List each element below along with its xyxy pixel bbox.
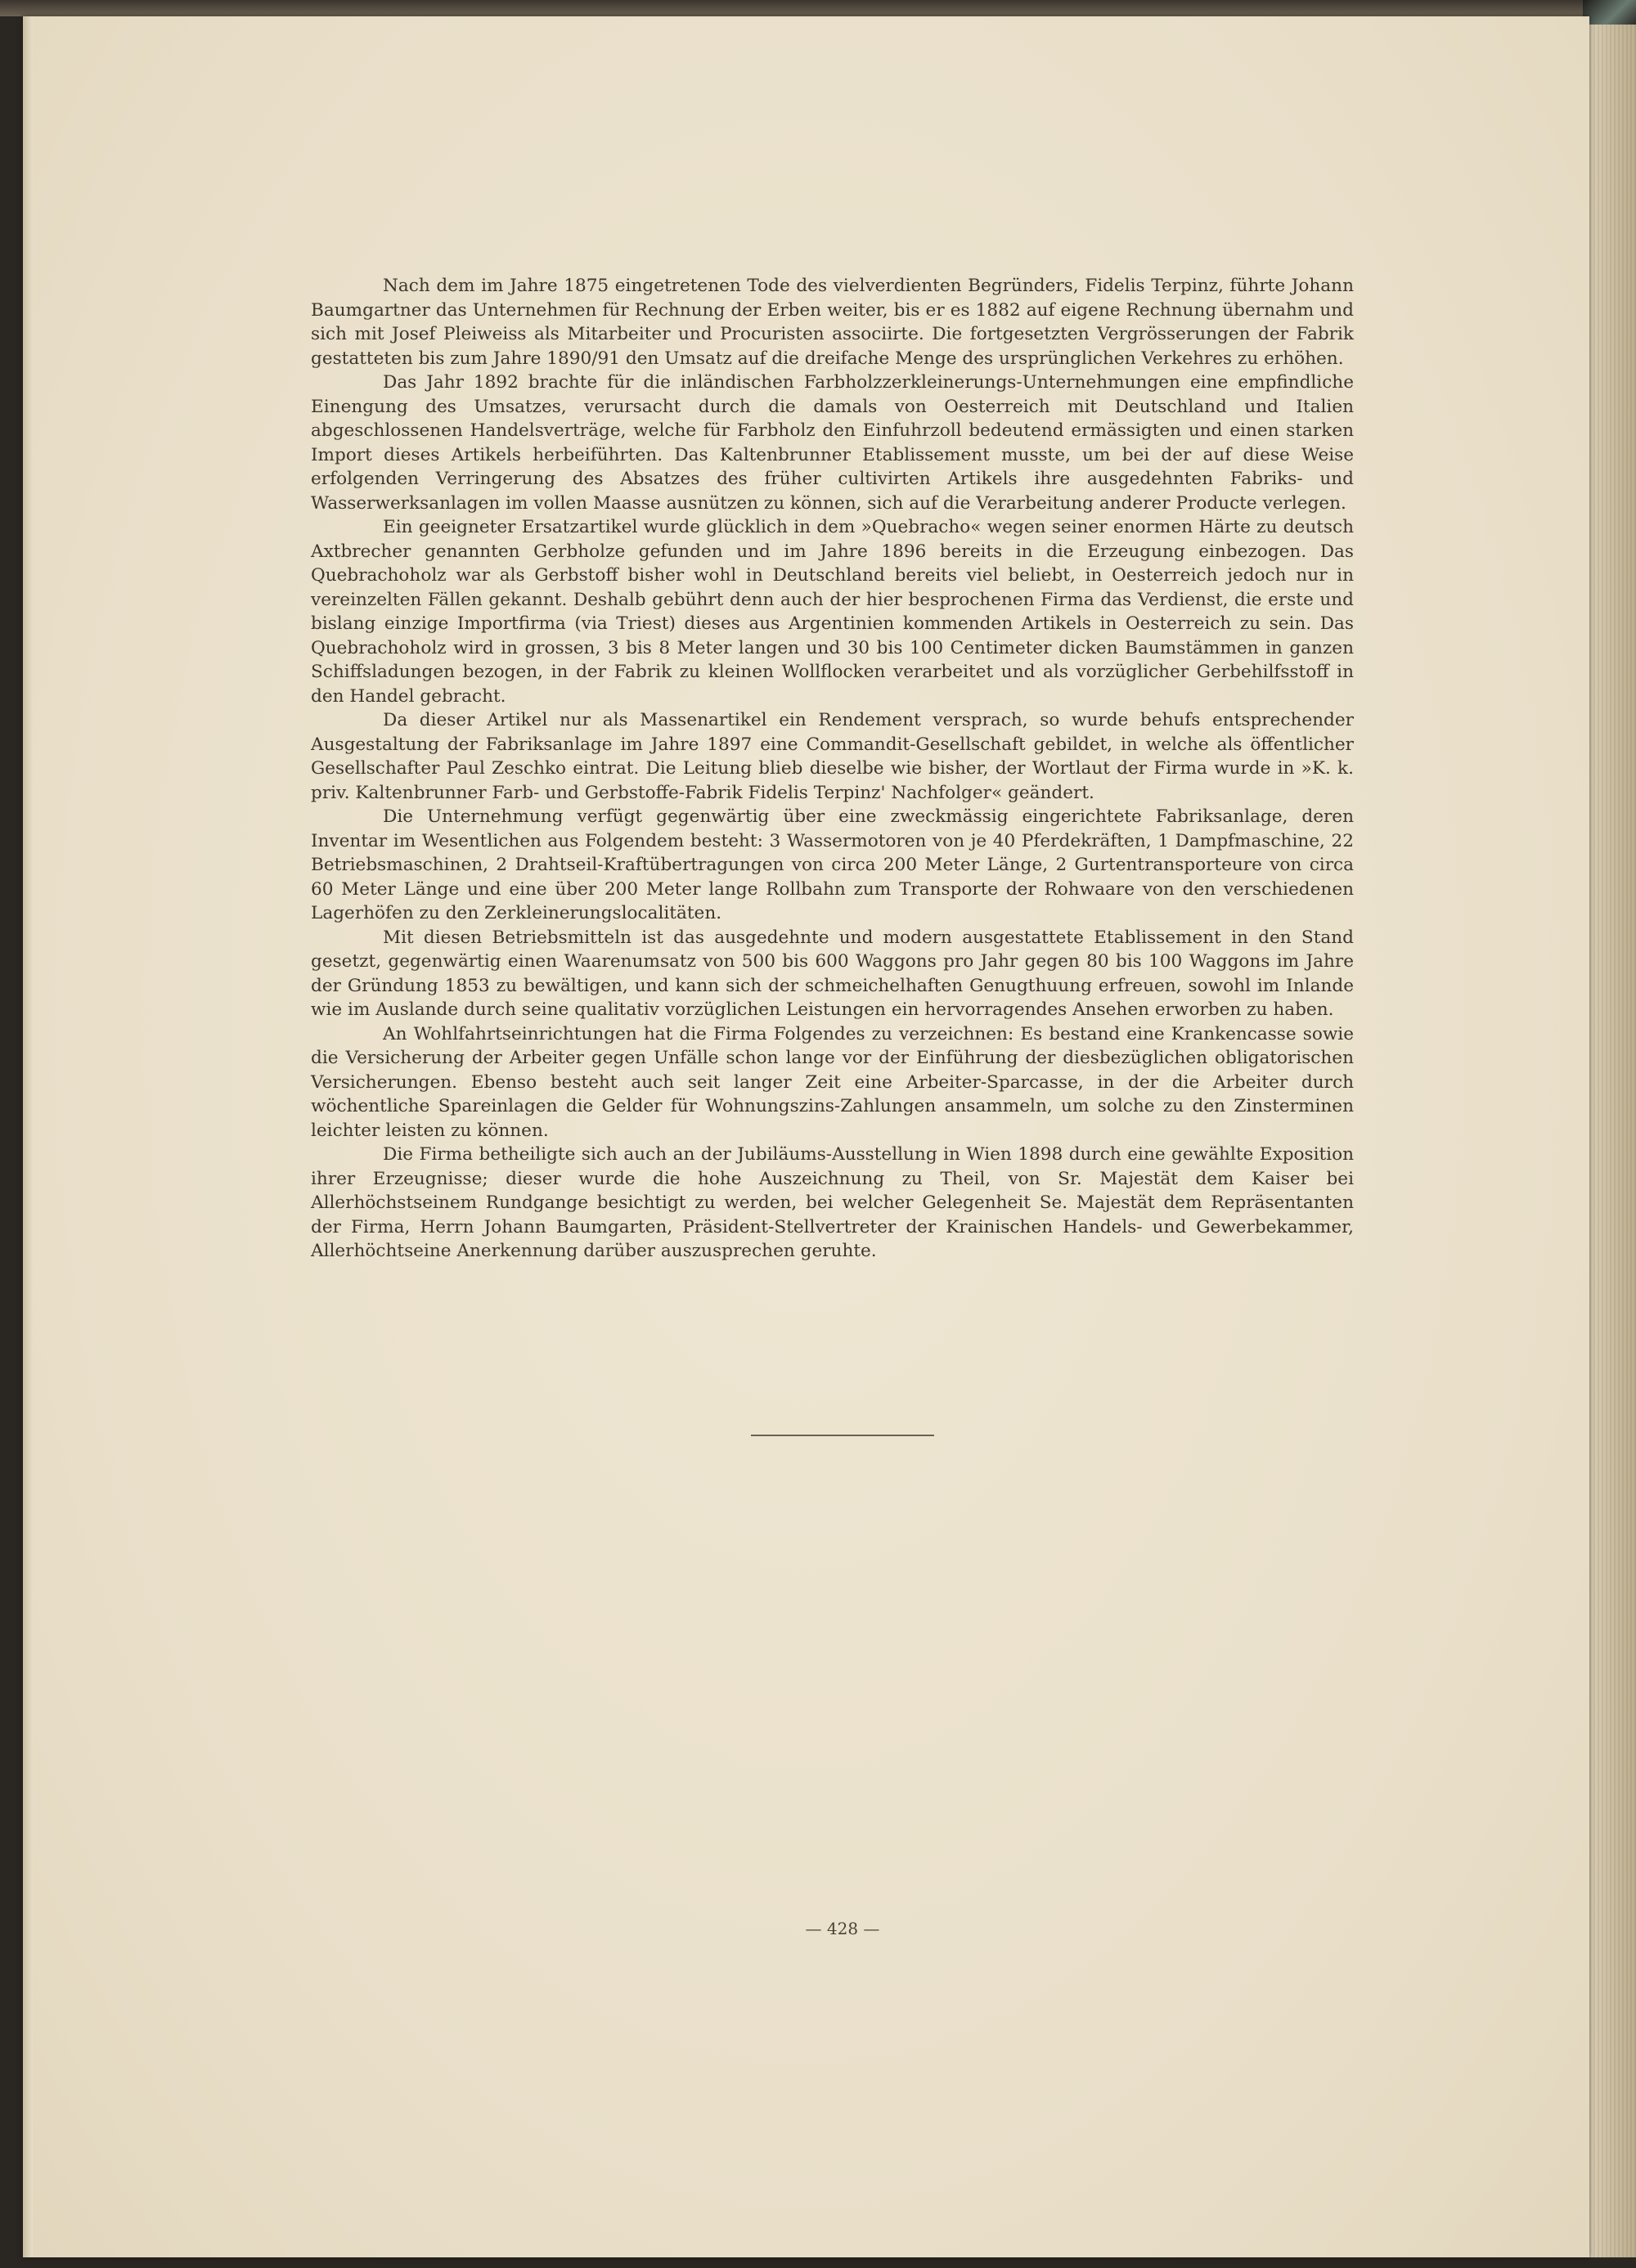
body-text	[311, 274, 1354, 1264]
paragraph-4: Da dieser Artikel nur als Massenartikel ein Rendement versprach, so wurde behufs entsprechender Ausgestaltung der Fabriksanlage im Jahre 1897 eine Commandit-Gesellschaft gebildet, in welche als öffentlicher Gesellschafter Paul Zeschko eintrat. Die Leitung blieb dieselbe wie bisher, der Wortlaut der Firma wurde in »K. k. priv. Kaltenbrunner Farb- und Gerbstoffe-Fabrik Fidelis Terpinz' Nachfolger« geändert.	[311, 710, 1354, 803]
page-number: — 428 —	[805, 1919, 880, 1938]
scan-top-edge	[0, 0, 1636, 16]
paragraph-3: Ein geeigneter Ersatzartikel wurde glücklich in dem »Quebracho« wegen seiner enormen Härte zu deutsch Axtbrecher genannten Gerbholze gefunden und im Jahre 1896 bereits in die Erzeugung einbezogen. Das Quebrachoholz war als Gerbstoff bisher wohl in Deutschland bereits viel beliebt, in Oesterreich jedoch nur in vereinzelten Fällen gekannt. Deshalb gebührt denn auch der hier besprochenen Firma das Verdienst, die erste und bislang einzige Importfirma (via Triest) dieses aus Argentinien kommenden Artikels in Oesterreich zu sein. Das Quebrachoholz wird in grossen, 3 bis 8 Meter langen und 30 bis 100 Centimeter dicken Baumstämmen in ganzen Schiffsladungen bezogen, in der Fabrik zu kleinen Wollflocken verarbeitet und als vorzüglicher Gerbehilfsstoff in den Handel gebracht.	[311, 517, 1354, 707]
paragraph-1: Nach dem im Jahre 1875 eingetretenen Tode des vielverdienten Begründers, Fidelis Terpinz, führte Johann Baumgartner das Unternehmen für Rechnung der Erben weiter, bis er es 1882 auf eigene Rechnung übernahm und sich mit Josef Pleiweiss als Mitarbeiter und Procuristen associirte. Die fortgesetzten Vergrösserungen der Fabrik gestatteten bis zum Jahre 1890/91 den Umsatz auf die dreifache Menge des ursprünglichen Verkehres zu erhöhen.	[311, 276, 1354, 369]
paragraph-8: Die Firma betheiligte sich auch an der Jubiläums-Ausstellung in Wien 1898 durch eine gewählte Exposition ihrer Erzeugnisse; dieser wurde die hohe Auszeichnung zu Theil, von Sr. Majestät dem Kaiser bei Allerhöchstseinem Rundgange besichtigt zu werden, bei welcher Gelegenheit Se. Majestät dem Repräsentanten der Firma, Herrn Johann Baumgarten, Präsident-Stellvertreter der Krainischen Handels- und Gewerbekammer, Allerhöchtseine Anerkennung darüber auszusprechen geruhte.	[311, 1144, 1354, 1261]
page-gutter-shadow	[23, 16, 33, 2257]
paragraph-7: An Wohlfahrtseinrichtungen hat die Firma Folgendes zu verzeichnen: Es bestand eine Krankencasse sowie die Versicherung der Arbeiter gegen Unfälle schon lange vor der Einführung der diesbezüglichen obligatorischen Versicherungen. Ebenso besteht auch seit langer Zeit eine Arbeiter-Sparcasse, in der die Arbeiter durch wöchentliche Spareinlagen die Gelder für Wohnungszins-Zahlungen ansammeln, um solche zu den Zinsterminen leichter leisten zu können.	[311, 1023, 1354, 1141]
section-divider-rule	[751, 1435, 934, 1436]
paragraph-6: Mit diesen Betriebsmitteln ist das ausgedehnte und modern ausgestattete Etablissement in den Stand gesetzt, gegenwärtig einen Waarenumsatz von 500 bis 600 Waggons pro Jahr gegen 80 bis 100 Waggons im Jahre der Gründung 1853 zu bewältigen, und kann sich der schmeichelhaften Genugthuung erfreuen, sowohl im Inlande wie im Auslande durch seine qualitativ vorzüglichen Leistungen ein hervorragendes Ansehen erworben zu haben.	[311, 927, 1354, 1020]
book-cover-corner	[1583, 0, 1636, 25]
book-page-edges	[1589, 16, 1636, 2257]
paragraph-2: Das Jahr 1892 brachte für die inländischen Farbholzzerkleinerungs-Unternehmungen eine empfindliche Einengung des Umsatzes, verursacht durch die damals von Oesterreich mit Deutschland und Italien abgeschlossenen Handelsverträge, welche für Farbholz den Einfuhrzoll bedeutend ermässigten und einen starken Import dieses Artikels herbeiführten. Das Kaltenbrunner Etablissement musste, um bei der auf diese Weise erfolgenden Verringerung des Absatzes des früher cultivirten Artikels ihre ausgedehnten Fabriks- und Wasserwerksanlagen im vollen Maasse ausnützen zu können, sich auf die Verarbeitung anderer Producte verlegen.	[311, 372, 1354, 514]
paragraph-5: Die Unternehmung verfügt gegenwärtig über eine zweckmässig eingerichtete Fabriksanlage, deren Inventar im Wesentlichen aus Folgendem besteht: 3 Wassermotoren von je 40 Pferdekräften, 1 Dampfmaschine, 22 Betriebsmaschinen, 2 Drahtseil-Kraftübertragungen von circa 200 Meter Länge, 2 Gurtentransporteure von circa 60 Meter Länge und eine über 200 Meter lange Rollbahn zum Transporte der Rohwaare von den verschiedenen Lagerhöfen zu den Zerkleinerungslocalitäten.	[311, 806, 1354, 923]
